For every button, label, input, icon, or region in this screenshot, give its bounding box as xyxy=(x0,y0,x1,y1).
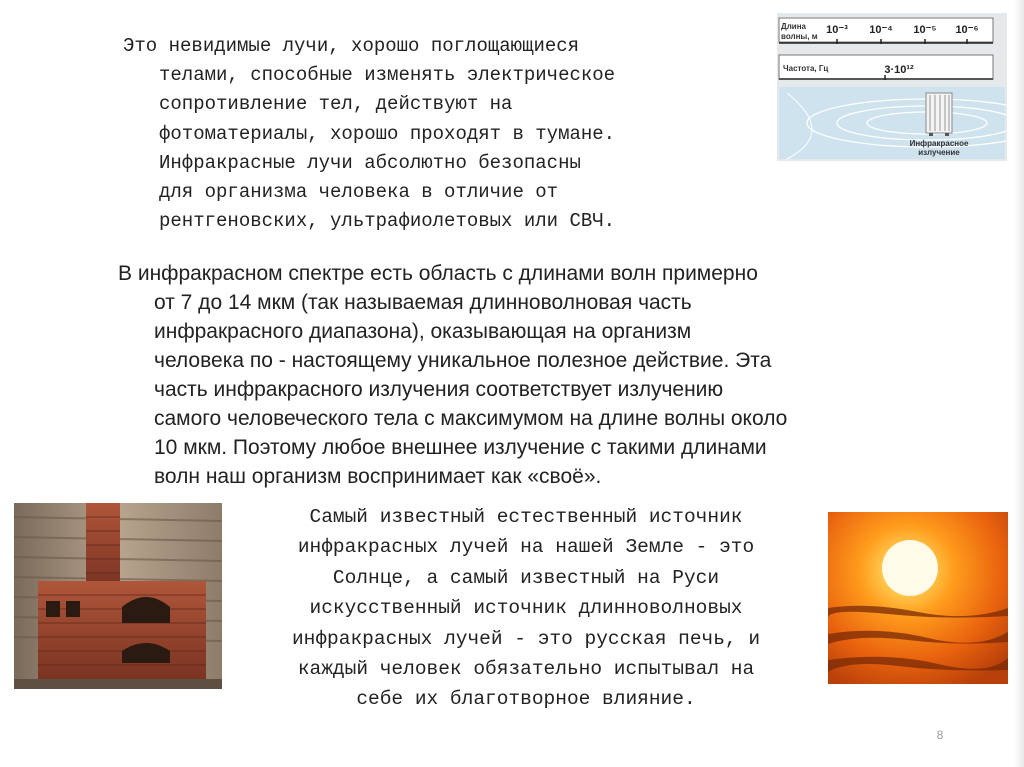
text-line: 10 мкм. Поэтому любое внешнее излучение с такими длинами xyxy=(154,436,767,459)
radiator-icon xyxy=(926,93,952,136)
wavelength-tick-label: 10⁻⁶ xyxy=(955,24,979,36)
paragraph-long-wave-infrared xyxy=(118,259,998,491)
wavelength-label-unit: волны, м xyxy=(781,32,818,41)
text-line: сопротивление тел, действуют на xyxy=(159,93,513,116)
text-line: Инфракрасные лучи абсолютно безопасны xyxy=(159,151,581,174)
russian-stove-photo xyxy=(14,503,222,689)
spectrum-figure xyxy=(777,13,1007,161)
text-line: инфракрасных лучей - это русская печь, и xyxy=(291,627,761,650)
infrared-caption-line2: излучение xyxy=(918,148,960,157)
text-line: волн наш организм воспринимает как «своё». xyxy=(154,465,602,488)
paragraph-invisible-rays xyxy=(115,32,755,236)
text-line: Это невидимые лучи, хорошо поглощающиеся xyxy=(123,35,580,57)
text-line: рентгеновских, ультрафиолетовых или СВЧ. xyxy=(159,210,616,233)
text-line: В инфракрасном спектре есть область с длинами волн примерно xyxy=(118,262,758,285)
infrared-caption: Инфракрасное xyxy=(909,139,969,148)
paragraph-sun-and-stove xyxy=(226,502,826,715)
text-line: инфракрасных лучей на нашей Земле - это xyxy=(297,536,755,559)
frequency-label: Частота, Гц xyxy=(783,64,829,73)
text-line: каждый человек обязательно испытывал на xyxy=(297,658,755,681)
wavelength-tick-label: 10⁻³ xyxy=(826,24,848,36)
page-number: 8 xyxy=(936,728,944,742)
slide-edge-shadow xyxy=(1014,0,1024,767)
text-line: для организма человека в отличие от xyxy=(159,181,559,204)
text-line: человека по - настоящему уникальное полезное действие. Эта xyxy=(154,349,772,372)
wavelength-tick-label: 10⁻⁴ xyxy=(869,24,893,36)
text-line: искусственный источник длинноволновых xyxy=(309,597,743,620)
text-line: Самый известный естественный источник xyxy=(309,506,743,528)
wavelength-tick-label: 10⁻⁵ xyxy=(913,24,937,36)
wavelength-label: Длина xyxy=(781,22,806,31)
text-line: телами, способные изменять электрическое xyxy=(159,64,616,87)
text-line: себе их благотворное влияние. xyxy=(356,688,696,711)
text-line: от 7 до 14 мкм (так называемая длинноволновая часть xyxy=(154,291,692,314)
text-line: часть инфракрасного излучения соответствует излучению xyxy=(154,378,724,401)
text-line: самого человеческого тела с максимумом на длине волны около xyxy=(154,407,788,430)
text-line: фотоматериалы, хорошо проходят в тумане. xyxy=(159,122,616,145)
sun-photo xyxy=(828,512,1008,684)
text-line: инфракрасного диапазона), оказывающая на организм xyxy=(154,320,692,343)
text-line: Солнце, а самый известный на Руси xyxy=(332,566,720,589)
frequency-value: 3·10¹² xyxy=(884,64,914,76)
